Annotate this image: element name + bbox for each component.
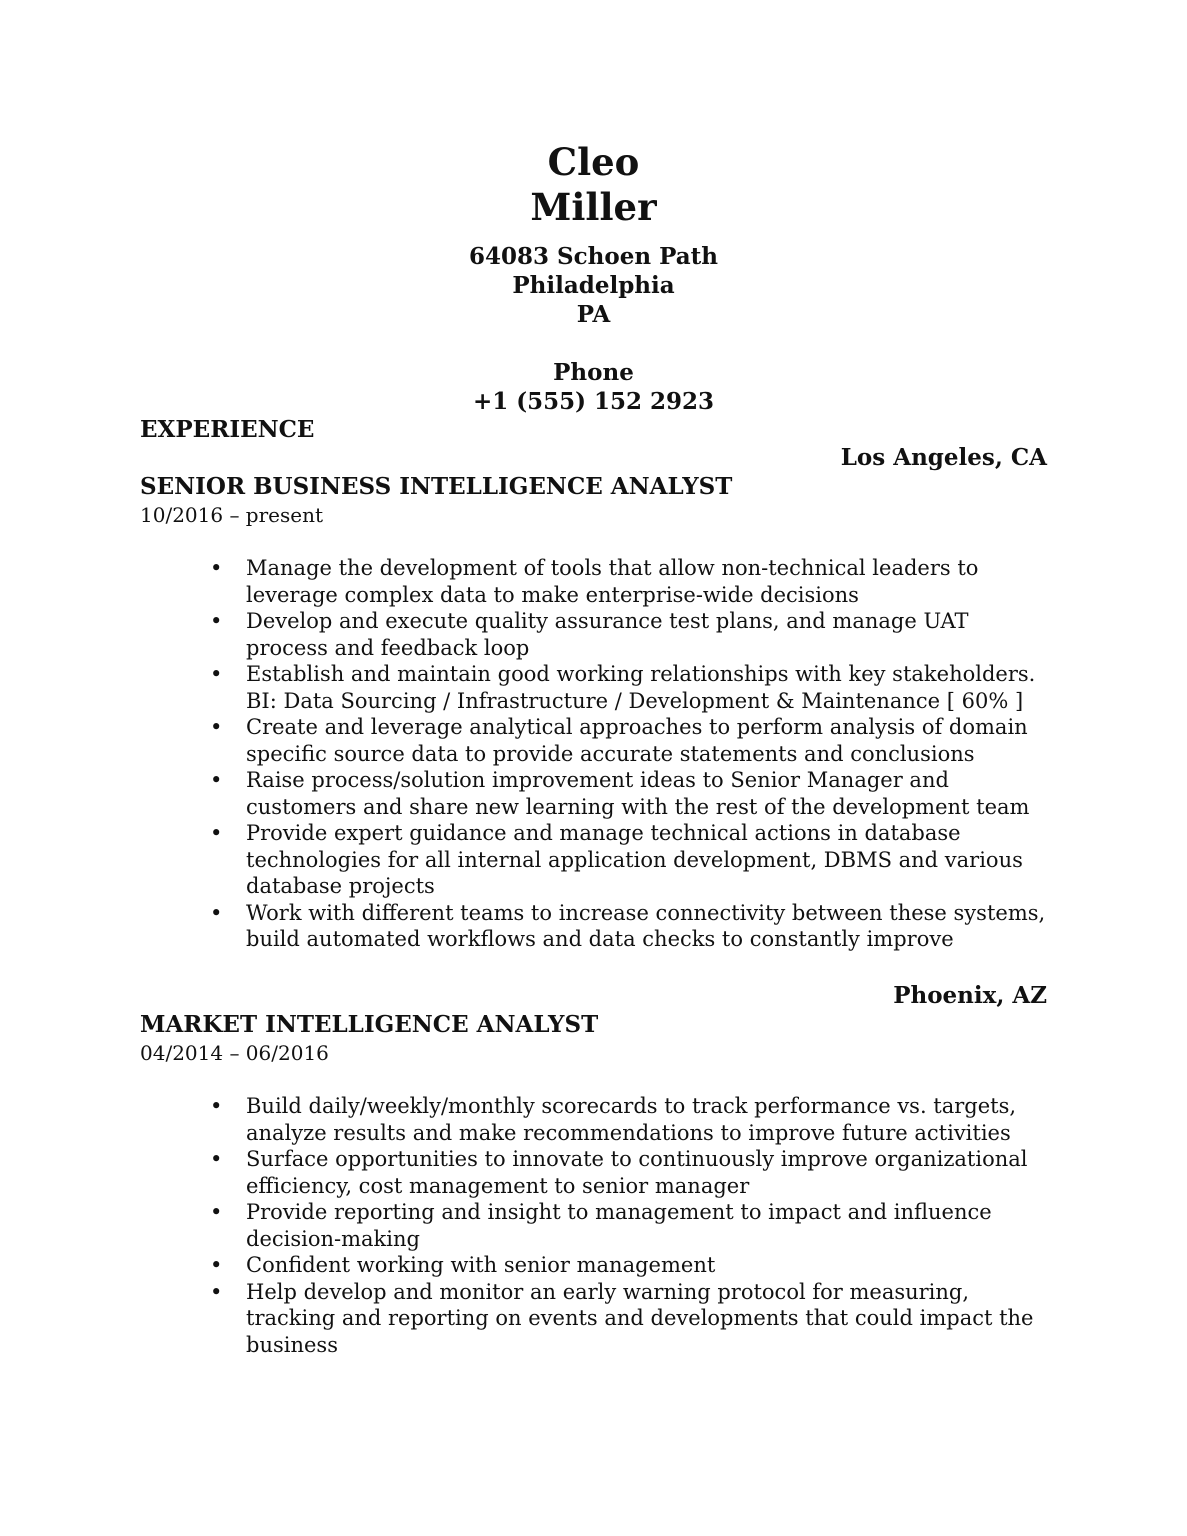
address-block [0,242,1187,329]
first-name: Cleo [547,140,640,184]
list-item [140,1252,1047,1279]
job-entry [140,981,1047,1358]
phone-block [0,358,1187,416]
bullet-icon: • [210,768,223,792]
list-item [140,661,1047,714]
bullet-text: Develop and execute quality assurance test plans, and manage UAT process and feedback loop [246,609,969,660]
bullet-text: Create and leverage analytical approaches to perform analysis of domain specific source data to provide accurate statements and conclusions [246,715,1028,766]
bullet-text: Establish and maintain good working relationships with key stakeholders. BI: Data Sourcing / Infrastructure / Development & Maintenance [ 60% ] [246,662,1036,713]
list-item [140,1093,1047,1146]
bullet-text: Confident working with senior management [246,1253,716,1277]
resume-header [0,140,1187,230]
job-location: Los Angeles, CA [840,444,1047,471]
address-state: PA [576,301,611,328]
list-item [140,1146,1047,1199]
job-title: SENIOR BUSINESS INTELLIGENCE ANALYST [140,473,733,500]
bullet-icon: • [210,662,223,686]
bullet-icon: • [210,715,223,739]
list-item [140,767,1047,820]
bullet-text: Provide expert guidance and manage technical actions in database technologies for all internal application development, DBMS and various database projects [246,821,1023,898]
job-location: Phoenix, AZ [893,982,1047,1009]
bullet-icon: • [210,821,223,845]
list-item [140,1279,1047,1359]
bullet-text: Manage the development of tools that allow non-technical leaders to leverage complex data to make enterprise-wide decisions [246,556,979,607]
bullet-text: Provide reporting and insight to management to impact and influence decision-making [246,1200,992,1251]
bullet-icon: • [210,1253,223,1277]
job-title: MARKET INTELLIGENCE ANALYST [140,1011,599,1038]
experience-heading: EXPERIENCE [140,416,315,443]
bullet-icon: • [210,556,223,580]
bullet-text: Surface opportunities to innovate to continuously improve organizational efficiency, cost management to senior manager [246,1147,1028,1198]
job-bullet-list [140,1093,1047,1358]
bullet-text: Help develop and monitor an early warning protocol for measuring, tracking and reporting on events and developments that could impact the business [246,1279,1034,1357]
bullet-icon: • [210,900,223,925]
bullet-text: Build daily/weekly/monthly scorecards to track performance vs. targets, analyze results and make recommendations to improve future activities [246,1094,1017,1145]
address-street: 64083 Schoen Path [469,243,718,270]
list-item [140,608,1047,661]
job-dates: 10/2016 – present [140,503,324,527]
list-item [140,555,1047,608]
last-name: Miller [530,185,657,229]
bullet-text: Work with different teams to increase connectivity between these systems, build automated workflows and data checks to constantly improve [246,900,1046,951]
bullet-icon: • [210,609,223,633]
address-city: Philadelphia [512,272,675,299]
bullet-icon: • [210,1094,223,1118]
job-entry [140,443,1047,953]
job-dates: 04/2014 – 06/2016 [140,1041,329,1065]
list-item [140,714,1047,767]
bullet-icon: • [210,1147,223,1171]
list-item [140,820,1047,900]
phone-label: Phone [553,359,634,386]
bullet-icon: • [210,1279,223,1304]
phone-number: +1 (555) 152 2923 [472,388,715,415]
list-item [140,900,1047,953]
bullet-icon: • [210,1200,223,1224]
job-bullet-list [140,555,1047,953]
bullet-text: Raise process/solution improvement ideas to Senior Manager and customers and share new learning with the rest of the development team [246,768,1030,819]
list-item [140,1199,1047,1252]
